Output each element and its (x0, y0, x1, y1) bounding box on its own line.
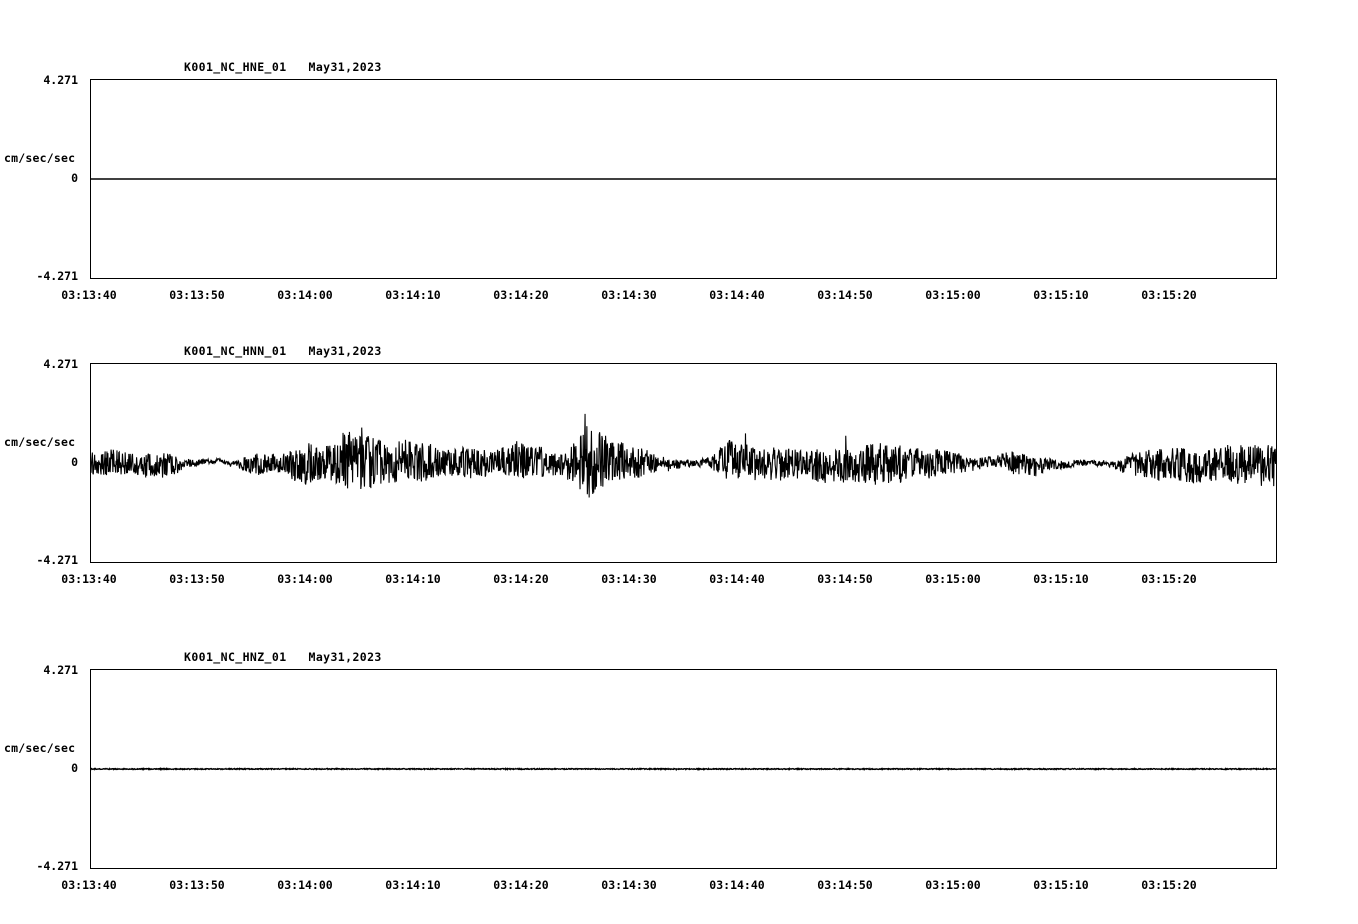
y-tick-zero-hne: 0 (71, 171, 78, 185)
y-axis-label-hnz: cm/sec/sec (4, 741, 76, 755)
x-tick-hnn-9: 03:15:10 (1033, 572, 1089, 586)
seismogram-panel-hne (0, 30, 1358, 302)
y-tick-zero-hnn: 0 (71, 455, 78, 469)
x-tick-hnz-0: 03:13:40 (61, 878, 117, 892)
x-tick-hnz-3: 03:14:10 (385, 878, 441, 892)
waveform-hnz (91, 670, 1276, 868)
x-tick-hne-3: 03:14:10 (385, 288, 441, 302)
y-tick-zero-hnz: 0 (71, 761, 78, 775)
y-axis-label-hnn: cm/sec/sec (4, 435, 76, 449)
seismogram-panel-hnn (0, 333, 1358, 586)
y-tick-max-hne: 4.271 (43, 73, 78, 87)
x-tick-hne-7: 03:14:50 (817, 288, 873, 302)
x-tick-hnn-0: 03:13:40 (61, 572, 117, 586)
y-tick-min-hnn: -4.271 (36, 553, 78, 567)
y-tick-max-hnz: 4.271 (43, 663, 78, 677)
x-tick-hne-10: 03:15:20 (1141, 288, 1197, 302)
x-tick-hnz-5: 03:14:30 (601, 878, 657, 892)
plot-area-hnn[interactable] (90, 363, 1277, 563)
x-tick-hnz-2: 03:14:00 (277, 878, 333, 892)
seismogram-panel-hnz (0, 638, 1358, 898)
x-tick-hnz-1: 03:13:50 (169, 878, 225, 892)
plot-area-hnz[interactable] (90, 669, 1277, 869)
waveform-hne (91, 80, 1276, 278)
x-tick-hnn-4: 03:14:20 (493, 572, 549, 586)
x-tick-hnn-7: 03:14:50 (817, 572, 873, 586)
x-tick-hnn-2: 03:14:00 (277, 572, 333, 586)
x-tick-hnn-5: 03:14:30 (601, 572, 657, 586)
x-tick-hne-4: 03:14:20 (493, 288, 549, 302)
x-tick-hnn-3: 03:14:10 (385, 572, 441, 586)
x-tick-hne-1: 03:13:50 (169, 288, 225, 302)
panel-title-hnn: K001_NC_HNN_01 May31,2023 (184, 344, 382, 358)
x-tick-hne-2: 03:14:00 (277, 288, 333, 302)
x-tick-hnz-10: 03:15:20 (1141, 878, 1197, 892)
panel-title-hne: K001_NC_HNE_01 May31,2023 (184, 60, 382, 74)
x-tick-hnz-9: 03:15:10 (1033, 878, 1089, 892)
y-axis-label-hne: cm/sec/sec (4, 151, 76, 165)
x-tick-hnz-4: 03:14:20 (493, 878, 549, 892)
y-tick-max-hnn: 4.271 (43, 357, 78, 371)
x-tick-hne-9: 03:15:10 (1033, 288, 1089, 302)
y-tick-min-hnz: -4.271 (36, 859, 78, 873)
x-tick-hnn-6: 03:14:40 (709, 572, 765, 586)
x-tick-hnn-1: 03:13:50 (169, 572, 225, 586)
y-tick-min-hne: -4.271 (36, 269, 78, 283)
panel-title-hnz: K001_NC_HNZ_01 May31,2023 (184, 650, 382, 664)
x-tick-hnz-7: 03:14:50 (817, 878, 873, 892)
plot-area-hne[interactable] (90, 79, 1277, 279)
x-tick-hne-0: 03:13:40 (61, 288, 117, 302)
x-tick-hne-5: 03:14:30 (601, 288, 657, 302)
x-tick-hnz-6: 03:14:40 (709, 878, 765, 892)
x-tick-hnn-10: 03:15:20 (1141, 572, 1197, 586)
waveform-hnn (91, 364, 1276, 562)
x-tick-hnz-8: 03:15:00 (925, 878, 981, 892)
x-tick-hne-8: 03:15:00 (925, 288, 981, 302)
x-tick-hnn-8: 03:15:00 (925, 572, 981, 586)
x-tick-hne-6: 03:14:40 (709, 288, 765, 302)
